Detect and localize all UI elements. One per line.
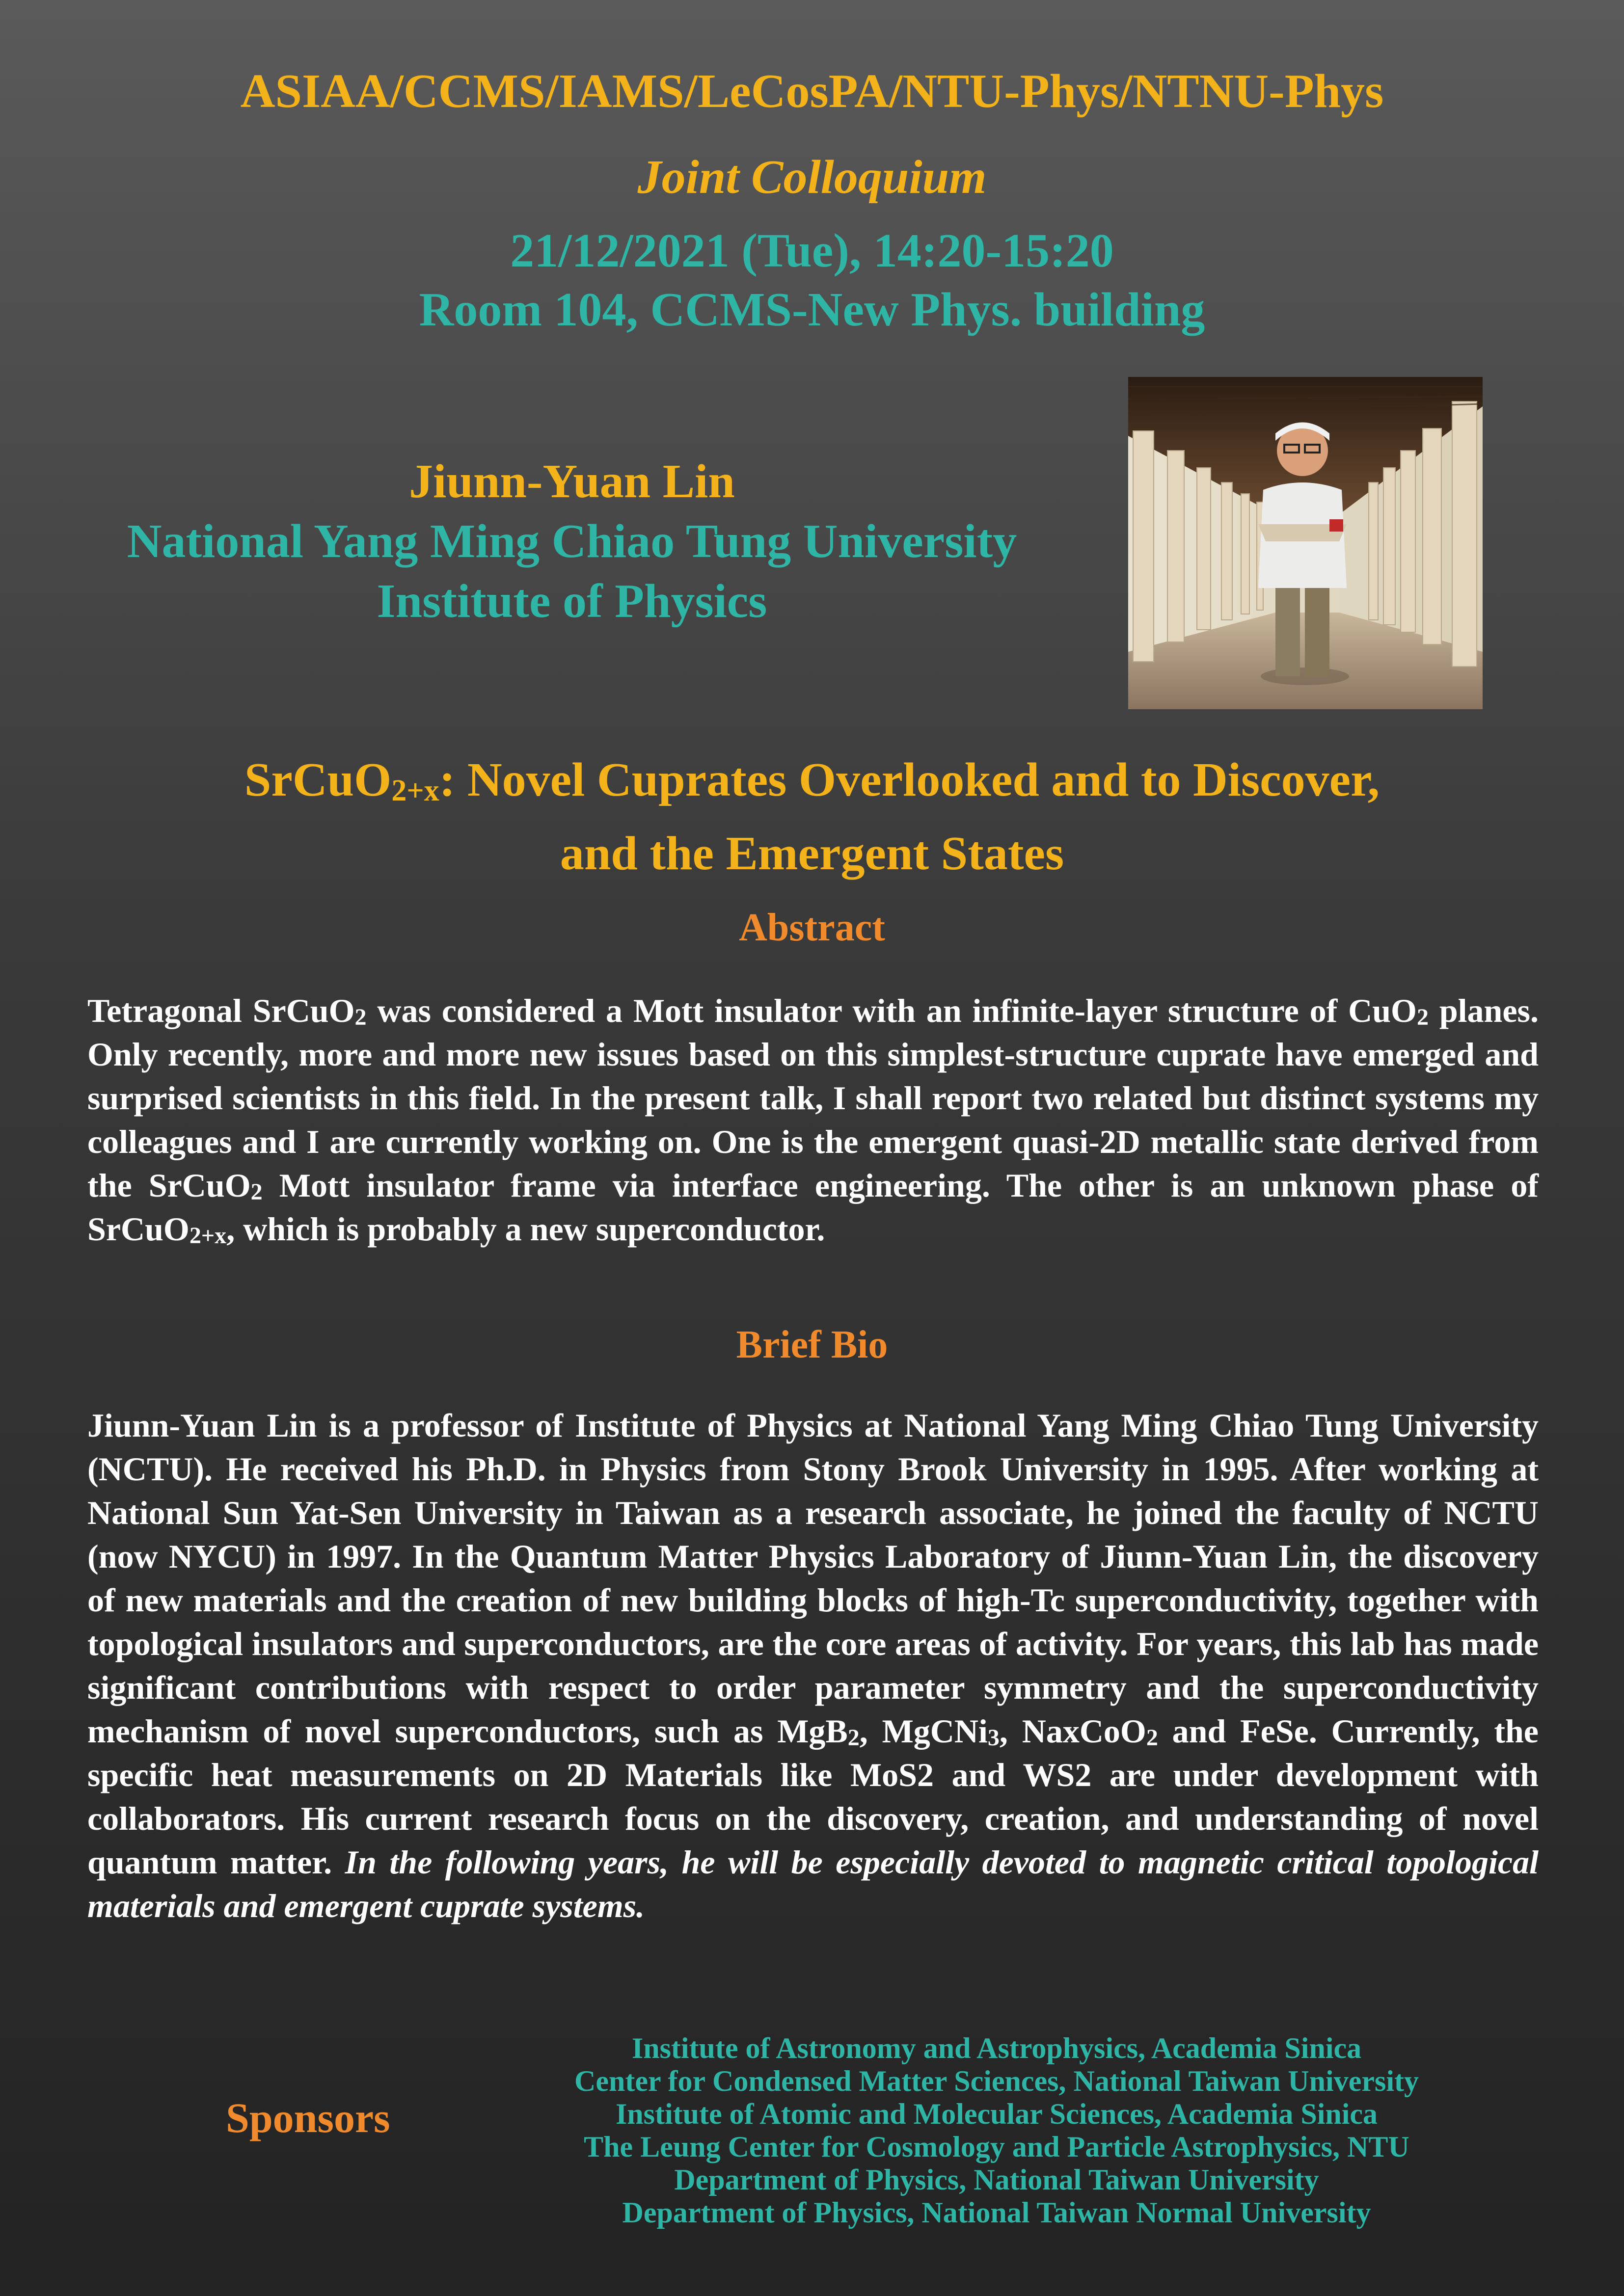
bio-text: Jiunn-Yuan Lin is a professor of Institute of Physics at National Yang Ming Chiao Tung University (NCTU). He received his Ph.D. in Physics from Stony Brook University in 1995. After working at National Sun Yat-Sen University in Taiwan as a research associate, he joined the faculty of NCTU (now NYCU) in 1997. In the Quantum Matter Physics Laboratory of Jiunn-Yuan Lin, the discovery of new materials and the creation of new building blocks of high-Tc superconductivity, together with topological insulators and superconductors, are the core areas of activity. For years, this lab has made significant contributions with respect to order parameter symmetry and the superconductivity mechanism of novel superconductors, such as MgB$_2$, MgCNi$_3$, NaxCoO$_2$ and FeSe. Currently, the specific heat measurements on 2D Materials like MoS2 and WS2 are under development with collaborators. His current research focus on the discovery, creation, and understanding of novel quantum matter. In the following years, he will be especially devoted to magnetic critical topological materials and emergent cuprate systems. xyxy=(87,1407,1539,1924)
speaker-name: Jiunn-Yuan Lin xyxy=(409,455,735,508)
talk-title-prefix: SrCuO xyxy=(244,753,392,806)
organizers-line: ASIAA/CCMS/IAMS/LeCosPA/NTU-Phys/NTNU-Phys xyxy=(240,65,1384,118)
sponsor-item: Institute of Atomic and Molecular Sciences, Academia Sinica xyxy=(615,2098,1378,2130)
event-room: Room 104, CCMS-New Phys. building xyxy=(419,283,1205,336)
sponsor-item: Department of Physics, National Taiwan University xyxy=(674,2163,1319,2196)
speaker-department: Institute of Physics xyxy=(377,575,767,628)
talk-title xyxy=(0,748,1624,885)
bio-italic-text: In the following years, he will be especially devoted to magnetic critical topological materials and emergent cuprate systems. xyxy=(87,1843,1539,1924)
sponsor-item: Center for Condensed Matter Sciences, National Taiwan University xyxy=(574,2065,1419,2097)
speaker-affiliation: National Yang Ming Chiao Tung University xyxy=(127,515,1017,568)
talk-title-subscript: 2+x xyxy=(391,774,439,807)
talk-title-rest: : Novel Cuprates Overlooked and to Discover, xyxy=(439,753,1380,806)
speaker-photo xyxy=(1128,377,1483,709)
abstract-text: Tetragonal SrCuO$_2$ was considered a Mott insulator with an infinite-layer structure of CuO$_2$ planes. Only recently, more and more new issues based on this simplest-structure cuprate have emerged and surprised scientists in this field. In the present talk, I shall report two related but distinct systems my colleagues and I are currently working on. One is the emergent quasi-2D metallic state derived from the SrCuO$_2$ Mott insulator frame via interface engineering. The other is an unknown phase of SrCuO$_{2+x}$, which is probably a new superconductor. xyxy=(87,992,1539,1249)
bio-heading: Brief Bio xyxy=(736,1323,888,1366)
sponsor-item: Department of Physics, National Taiwan Normal University xyxy=(622,2196,1371,2229)
talk-title-line2: and the Emergent States xyxy=(560,827,1064,880)
sponsors-label: Sponsors xyxy=(226,2094,390,2141)
event-datetime: 21/12/2021 (Tue), 14:20-15:20 xyxy=(510,224,1114,277)
sponsor-item: Institute of Astronomy and Astrophysics, Academia Sinica xyxy=(631,2032,1362,2064)
sponsor-item: The Leung Center for Cosmology and Particle Astrophysics, NTU xyxy=(584,2131,1409,2163)
sponsor-list xyxy=(501,2032,1492,2229)
speaker-block xyxy=(49,452,1095,631)
event-type: Joint Colloquium xyxy=(637,151,987,204)
abstract-heading: Abstract xyxy=(739,906,885,949)
